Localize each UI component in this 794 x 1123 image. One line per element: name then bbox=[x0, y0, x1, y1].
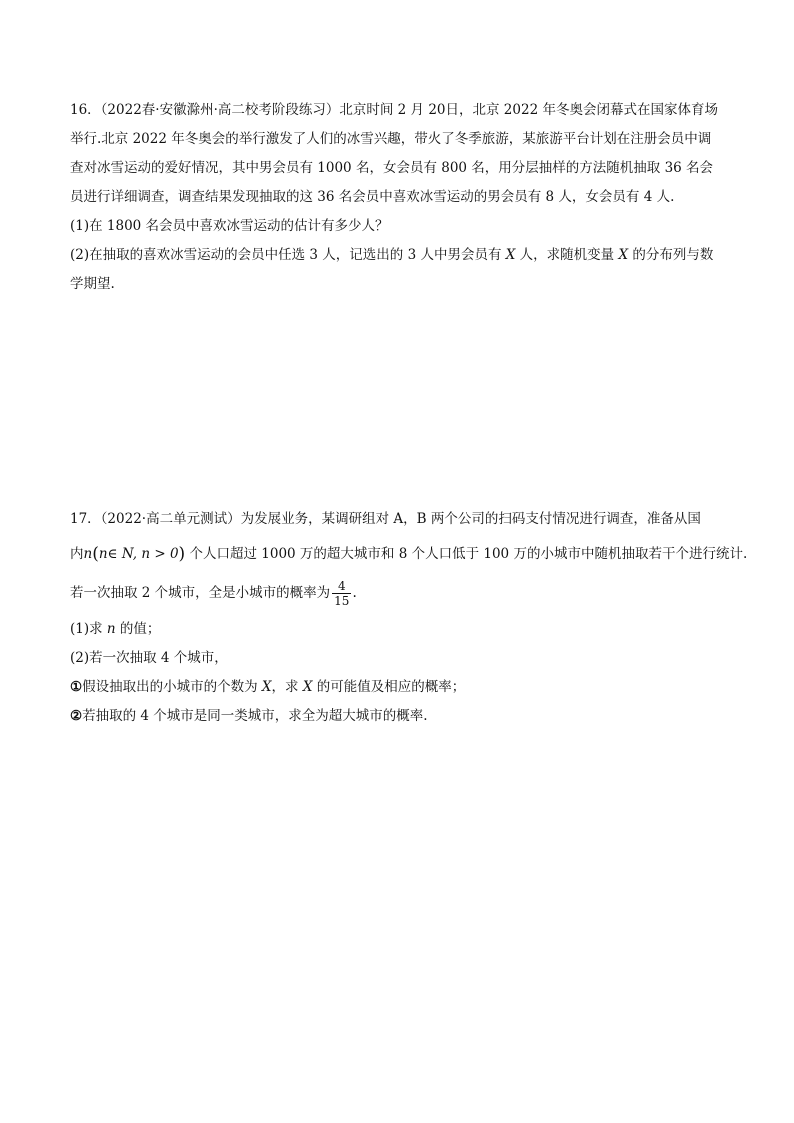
condition-text: n∈ N, n > 0 bbox=[98, 546, 179, 562]
question-text: (2)在抽取的喜欢冰雪运动的会员中任选 3 人，记选出的 3 人中男会员有 bbox=[70, 247, 506, 263]
problem-17-question-2: (2)若一次抽取 4 个城市， bbox=[70, 650, 228, 666]
problem-16-line-1: 16．（2022春·安徽滁州·高二校考阶段练习）北京时间 2 月 20日，北京 2022 年冬奥会闭幕式在国家体育场 bbox=[70, 102, 718, 118]
problem-16-line-4: 员进行详细调查，调查结果发现抽取的这 36 名会员中喜欢冰雪运动的男会员有 8 人，女会员有 4 人. bbox=[70, 189, 675, 205]
problem-17-line-1: 17．（2022·高二单元测试）为发展业务，某调研组对 A，B 两个公司的扫码支付情况进行调查，准备从国 bbox=[70, 511, 701, 527]
math-variable: X bbox=[302, 679, 313, 695]
math-condition bbox=[92, 535, 185, 573]
math-variable: n bbox=[83, 546, 93, 562]
fraction-numerator: 4 bbox=[332, 579, 351, 594]
question-text: 的值； bbox=[115, 621, 161, 637]
subquestion-text: 的可能值及相应的概率； bbox=[312, 679, 466, 695]
problem-17 bbox=[70, 503, 748, 731]
subquestion-text: 假设抽取出的小城市的个数为 bbox=[82, 679, 262, 695]
paren-open: ( bbox=[92, 544, 99, 564]
problem-text: . bbox=[352, 585, 357, 601]
math-variable: n bbox=[106, 621, 116, 637]
fraction-denominator: 15 bbox=[334, 594, 350, 608]
problem-text: 若一次抽取 2 个城市，全是小城市的概率为 bbox=[70, 585, 331, 601]
problem-17-line-3 bbox=[70, 573, 730, 613]
problem-text: 内 bbox=[70, 546, 84, 562]
problem-16-question-1: (1)在 1800 名会员中喜欢冰雪运动的估计有多少人？ bbox=[70, 218, 389, 234]
circled-two-marker: ② bbox=[70, 708, 83, 724]
math-variable: X bbox=[618, 247, 629, 263]
paren-close: ) bbox=[178, 544, 186, 564]
subquestion-text: 若抽取的 4 个城市是同一类城市，求全为超大城市的概率. bbox=[82, 708, 428, 724]
math-variable: X bbox=[261, 679, 272, 695]
problem-17-subquestion-1 bbox=[70, 673, 730, 702]
question-text: (1)求 bbox=[70, 621, 107, 637]
math-variable: X bbox=[505, 247, 516, 263]
problem-16 bbox=[70, 96, 730, 299]
problem-17-question-1 bbox=[70, 615, 730, 644]
question-text: 的分布列与数 bbox=[628, 247, 714, 263]
problem-16-question-2 bbox=[70, 241, 730, 270]
problem-16-line-3: 查对冰雪运动的爱好情况，其中男会员有 1000 名，女会员有 800 名，用分层抽样的方法随机抽取 36 名会 bbox=[70, 160, 714, 176]
subquestion-text: ，求 bbox=[271, 679, 303, 695]
circled-one-marker: ① bbox=[70, 679, 83, 695]
question-text: 人，求随机变量 bbox=[515, 247, 619, 263]
fraction bbox=[332, 579, 351, 608]
problem-16-line-2: 举行.北京 2022 年冬奥会的举行激发了人们的冰雪兴趣，带火了冬季旅游，某旅游平台计划在注册会员中调 bbox=[70, 131, 712, 147]
problem-17-line-2 bbox=[70, 535, 748, 573]
problem-16-question-2-cont: 学期望. bbox=[70, 276, 115, 292]
problem-text: 个人口超过 1000 万的超大城市和 8 个人口低于 100 万的小城市中随机抽取若干个进行统计. bbox=[185, 546, 748, 562]
problem-17-subquestion-2 bbox=[70, 702, 730, 731]
